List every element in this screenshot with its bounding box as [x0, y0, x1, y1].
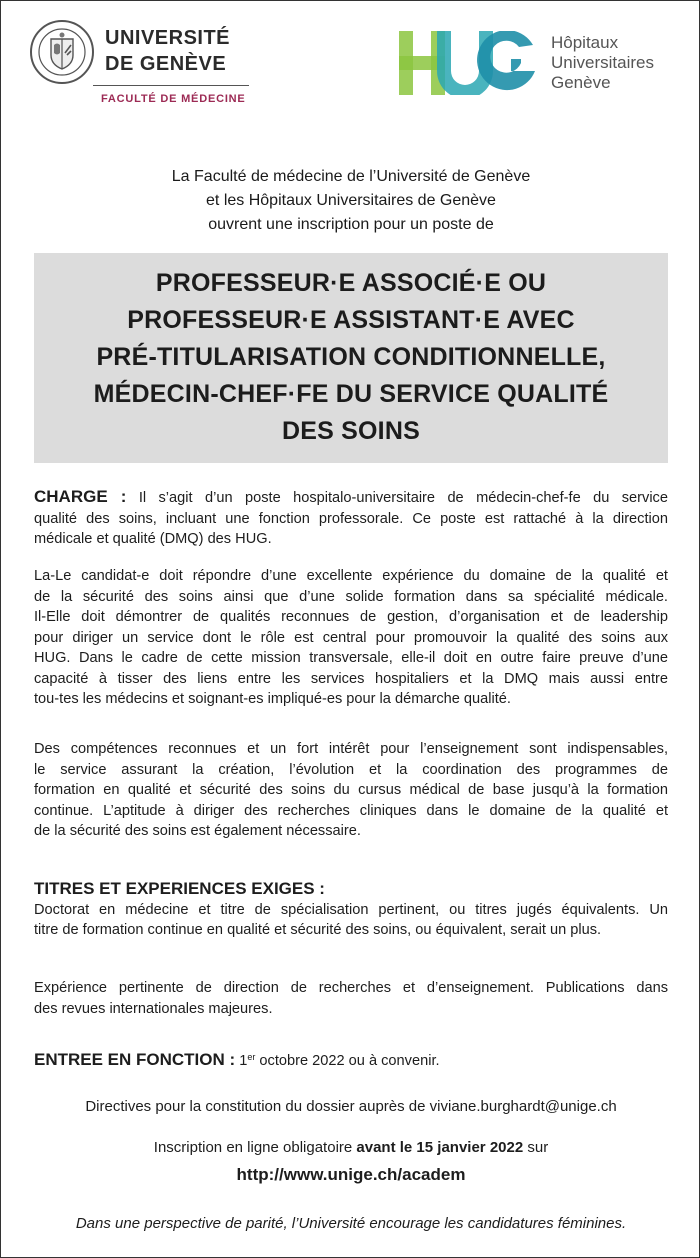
hug-name: Hôpitaux Universitaires Genève	[551, 33, 654, 92]
university-name: UNIVERSITÉ DE GENÈVE	[105, 27, 231, 75]
candidate-paragraph: La-Le candidat-e doit répondre d’une excellente expérience du domaine de la qualité et de la sécurité des soins ainsi que d’une solide formation dans sa spécialité médicale. Il-Elle doit démontrer de qualités reconnues de gestion, d’organisation et de leadership pour diriger un service dont le rôle est central pour promouvoir la qualité des soins aux HUG. Dans le cadre de cette mission transversale, elle-il doit en outre faire preuve d’une capacité à tisser des liens entre les services hospitaliers et la DMQ mais aussi entre tou-tes les médecins et soignant-es impliqué-es pour la démarche qualité.	[34, 568, 668, 707]
charge-section: CHARGE : Il s’agit d’un poste hospitalo-universitaire de médecin-chef-fe du service qualité des soins, incluant une fonction professorale. Ce poste est rattaché à la direction médicale et qualité (DMQ) des HUG.	[34, 487, 668, 547]
university-seal-icon	[29, 19, 95, 85]
hug-logo-mark	[399, 31, 535, 95]
skills-paragraph: Des compétences reconnues et un fort intérêt pour l’enseignement sont indispensables, le service assurant la création, l’évolution et la coordination des programmes de formation en qualité et sécurité des soins du cursus médical de base jusqu’à la formation continue. L’aptitude à diriger des recherches cliniques dans le domaine de la qualité et de la sécurité des soins est également nécessaire.	[34, 741, 668, 839]
application-url-link[interactable]: http://www.unige.ch/academ	[236, 1165, 466, 1184]
requirements-heading: TITRES ET EXPERIENCES EXIGES :	[34, 879, 325, 898]
title-line: PROFESSEUR·E ASSISTANT·E AVEC	[127, 306, 575, 334]
start-date-section: ENTREE EN FONCTION : 1er octobre 2022 ou à convenir.	[34, 1050, 440, 1069]
title-line: PROFESSEUR·E ASSOCIÉ·E OU	[155, 269, 547, 297]
intro-text: La Faculté de médecine de l’Université de Genève et les Hôpitaux Universitaires de Genève ouvrent une inscription pour un poste de	[171, 168, 531, 233]
application-directives: Directives pour la constitution du dossier auprès de viviane.burghardt@unige.ch	[85, 1098, 617, 1115]
experience-paragraph: Expérience pertinente de direction de recherches et d’enseignement. Publications dans des revues internationales majeures.	[34, 980, 668, 1017]
unige-logo	[27, 17, 257, 112]
logo-divider	[93, 85, 249, 86]
title-line: DES SOINS	[282, 417, 420, 445]
title-line: PRÉ-TITULARISATION CONDITIONNELLE,	[96, 343, 606, 371]
charge-label: CHARGE :	[34, 487, 127, 506]
faculty-name: FACULTÉ DE MÉDECINE	[101, 93, 246, 105]
registration-notice: Inscription en ligne obligatoire avant le 15 janvier 2022 sur	[153, 1139, 549, 1156]
requirements-section: TITRES ET EXPERIENCES EXIGES : Doctorat en médecine et titre de spécialisation pertinent, ou titres jugés équivalents. Un titre de formation continue en qualité et sécurité des soins, ou équivalent, serait un plus.	[34, 879, 668, 938]
hug-logo	[399, 31, 689, 97]
title-line: MÉDECIN-CHEF·FE DU SERVICE QUALITÉ	[93, 380, 609, 408]
position-title-box	[34, 253, 668, 463]
parity-statement: Dans une perspective de parité, l’Université encourage les candidatures féminines.	[75, 1215, 627, 1232]
start-date-label: ENTREE EN FONCTION :	[34, 1050, 236, 1069]
